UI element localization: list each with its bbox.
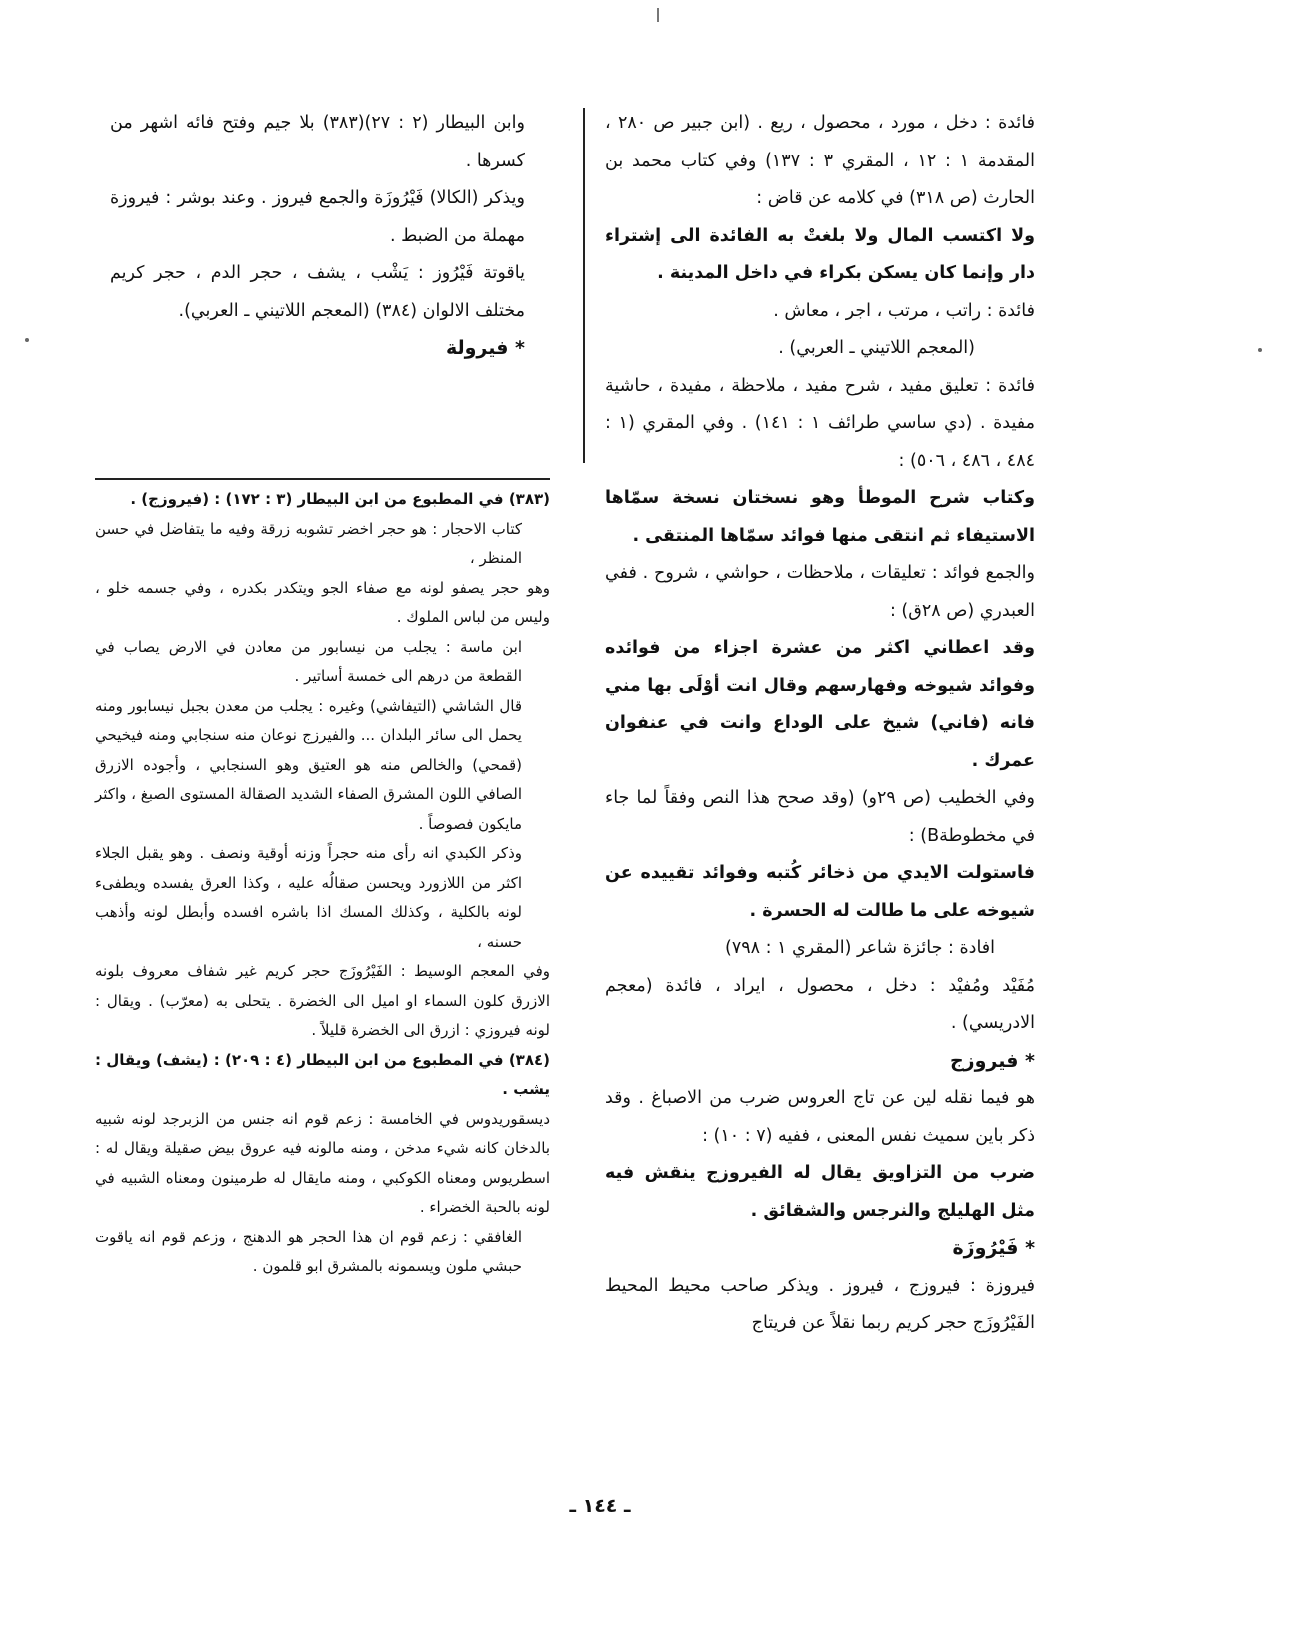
scan-speck bbox=[25, 338, 29, 342]
footnote-text: وفي المعجم الوسيط : الفَيْرُوزَج حجر كريم غير شفاف معروف بلونه الازرق كلون السماء او اميل الى الخضرة . يتحلى به (معرّب) . ويقال : لونه فيروزي : ازرق الى الخضرة قليلاً . bbox=[95, 962, 550, 1039]
paragraph: فائدة : تعليق مفيد ، شرح مفيد ، ملاحظة ، مفيدة ، حاشية مفيدة . (دي ساسي طرائف ١ : ١٤١) . وفي المقري (١ : ٤٨٤ ، ٤٨٦ ، ٥٠٦) : bbox=[605, 375, 1035, 471]
entry-heading: * فيرولة bbox=[445, 337, 525, 359]
entry-heading: * فيروزج bbox=[949, 1049, 1035, 1072]
scan-mark bbox=[657, 8, 659, 22]
column-divider bbox=[583, 108, 585, 463]
footnote-text: ابن ماسة : يجلب من نيسابور من معادن في الارض يصاب في القطعة من درهم الى خمسة أساتير . bbox=[95, 637, 522, 685]
paragraph: افادة : جائزة شاعر (المقري ١ : ٧٩٨) bbox=[725, 938, 995, 958]
footnote-text: قال الشاشي (التيفاشي) وغيره : يجلب من معدن بجبل نيسابور ومنه يحمل الى سائر البلدان ... والفيرزج نوعان منه سنجابي ومنه فيخيحي (قمحي) والخالص منه هو العتيق وهو السنجابي ، وأجوده الازرق الصافي اللون المشرق الصفاء الشديد الصقالة المستوى الصبغ ، واكثر مايكون فصوصاً . bbox=[95, 696, 522, 833]
paragraph: (المعجم اللاتيني ـ العربي) . bbox=[778, 338, 975, 358]
paragraph: ويذكر (الكالا) فَيْرُوزَة والجمع فيروز . وعند بوشر : فيروزة مهملة من الضبط . bbox=[110, 188, 525, 246]
footnote-text: كتاب الاحجار : هو حجر اخضر تشوبه زرقة وفيه ما يتفاضل في حسن المنظر ، bbox=[95, 519, 522, 567]
quotation: فاستولت الايدي من ذخائر كُتبه وفوائد تقييده عن شيوخه على ما طالت له الحسرة . bbox=[605, 863, 1035, 921]
footnote: (٣٨٤) في المطبوع من ابن البيطار (٤ : ٢٠٩) : (يشف) ويقال : يشب . bbox=[95, 1050, 550, 1098]
footnote-separator bbox=[95, 478, 550, 480]
paragraph: فيروزة : فيروزج ، فيروز . ويذكر صاحب محيط المحيط الفَيْرُوزَج حجر كريم ربما نقلاً عن فريتاج bbox=[605, 1275, 1035, 1333]
footnotes bbox=[95, 485, 550, 1282]
paragraph: فائدة : راتب ، مرتب ، اجر ، معاش . bbox=[773, 300, 1035, 321]
paragraph: وفي الخطيب (ص ٢٩و) (وقد صحح هذا النص وفقاً لما جاء في مخطوطةB) : bbox=[605, 788, 1035, 846]
quotation: ضرب من التزاويق يقال له الفيروزج ينقش فيه مثل الهليلج والنرجس والشقائق . bbox=[605, 1163, 1035, 1221]
paragraph: وابن البيطار (٢ : ٢٧)(٣٨٣) بلا جيم وفتح فائه اشهر من كسرها . bbox=[110, 113, 525, 171]
paragraph: مُفَيْد ومُفيْد : دخل ، محصول ، ايراد ، فائدة (معجم الادريسي) . bbox=[605, 975, 1035, 1033]
paragraph: ياقوتة فَيْرُوز : يَشْب ، يشف ، حجر الدم ، حجر كريم مختلف الالوان (٣٨٤) (المعجم اللاتيني ـ العربي). bbox=[110, 263, 525, 321]
quotation: ولا اكتسب المال ولا بلغتْ به الفائدة الى إشتراء دار وإنما كان يسكن بكراء في داخل المدينة . bbox=[605, 225, 1035, 283]
scan-speck bbox=[1258, 348, 1262, 352]
entry-heading: * فَيْرُوزَة bbox=[952, 1237, 1035, 1259]
quotation: وكتاب شرح الموطأ وهو نسختان نسخة سمّاها الاستيفاء ثم انتقى منها فوائد سمّاها المنتقى . bbox=[605, 488, 1035, 546]
footnote-text: الغافقي : زعم قوم ان هذا الحجر هو الدهنج ، وزعم قوم انه ياقوت حبشي ملون ويسمونه بالمشرق ابو قلمون . bbox=[95, 1227, 522, 1275]
paragraph: والجمع فوائد : تعليقات ، ملاحظات ، حواشي ، شروح . ففي العبدري (ص ٢٨ق) : bbox=[605, 563, 1035, 621]
paragraph: هو فيما نقله لين عن تاج العروس ضرب من الاصباغ . وقد ذكر باين سميث نفس المعنى ، ففيه (٧ : ١٠) : bbox=[605, 1088, 1035, 1146]
paragraph: فائدة : دخل ، مورد ، محصول ، ريع . (ابن جبير ص ٢٨٠ ، المقدمة ١ : ١٢ ، المقري ٣ : ١٣٧) وفي كتاب محمد بن الحارث (ص ٣١٨) في كلامه عن قاض : bbox=[605, 113, 1036, 208]
right-column bbox=[605, 105, 1035, 1343]
quotation: وقد اعطاني اكثر من عشرة اجزاء من فوائده وفوائد شيوخه وفهارسهم وقال انت أوْلَى بها مني فانه (فاني) شيخ على الوداع وانت في عنفوان عمرك . bbox=[605, 638, 1035, 771]
footnote-text: وذكر الكبدي انه رأى منه حجراً وزنه أوقية ونصف . وهو يقبل الجلاء اكثر من اللازورد ويحسن صقالُه عليه ، وكذا العرق يفسده ويطفىء لونه بالكلية ، وكذلك المسك اذا باشره افسده وأبطل لونه وأذهب حسنه ، bbox=[95, 844, 522, 951]
footnote: (٣٨٣) في المطبوع من ابن البيطار (٣ : ١٧٢) : (فيروزج) . bbox=[130, 490, 550, 508]
footnote-text: ديسقوريدوس في الخامسة : زعم قوم انه جنس من الزبرجد لونه شبيه بالدخان كانه شيء مدخن ، ومنه مالونه فيه عروق بيض صقيلة ويقال له : اسطريوس ومعناه الكوكبي ، ومنه مايقال له طرمينون ومعناه الشبيه في لونه بالحبة الخضراء . bbox=[95, 1109, 550, 1216]
left-column bbox=[110, 105, 525, 368]
footnote-text: وهو حجر يصفو لونه مع صفاء الجو ويتكدر بكدره ، وفي جسمه خلو ، وليس من لباس الملوك . bbox=[95, 578, 550, 626]
page-number: ـ ١٤٤ ـ bbox=[569, 1495, 631, 1517]
